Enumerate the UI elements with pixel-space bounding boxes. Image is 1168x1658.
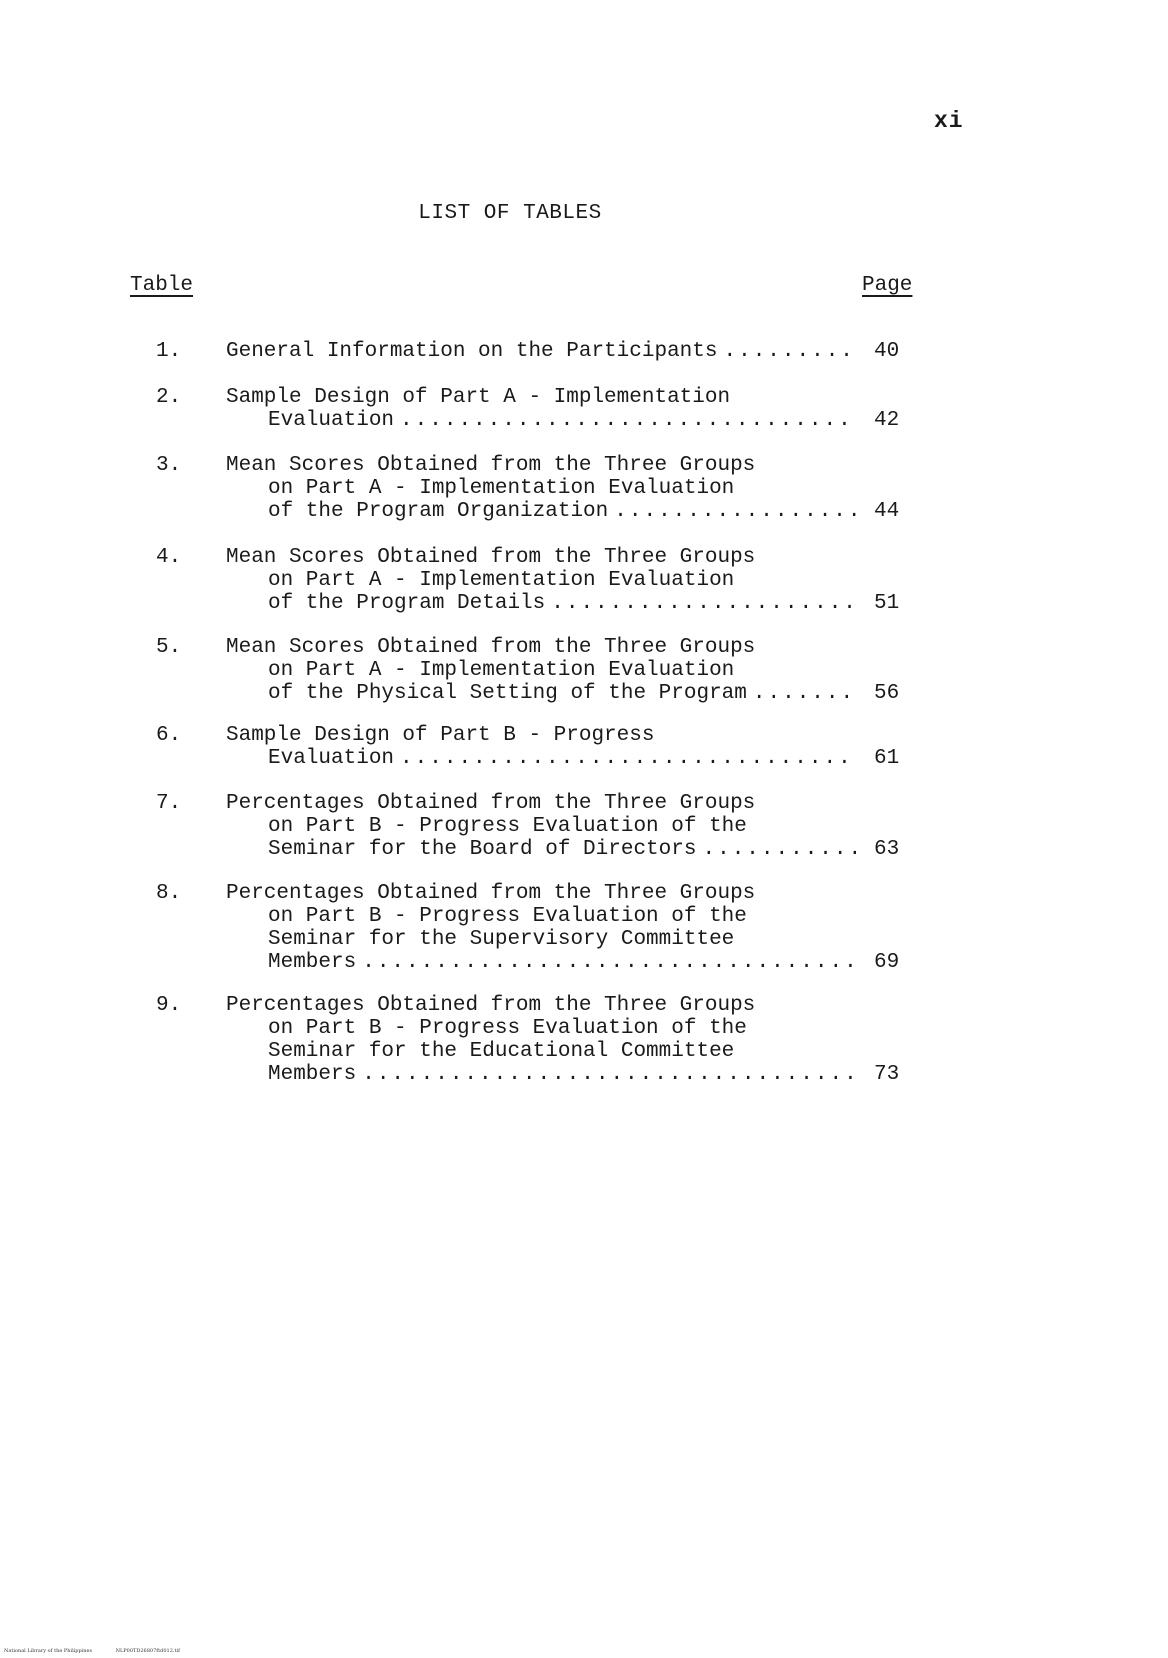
page-ref: 63 xyxy=(874,838,900,861)
page-ref: 56 xyxy=(874,682,900,705)
dot-leader xyxy=(362,951,856,975)
page-ref: 44 xyxy=(874,500,900,523)
table-number: 4. xyxy=(156,546,182,569)
dot-leader xyxy=(614,500,856,524)
table-title-line: Seminar for the Educational Committee xyxy=(268,1040,735,1063)
table-number: 2. xyxy=(156,386,182,409)
table-title-line: Evaluation xyxy=(268,409,395,432)
table-title-line: on Part A - Implementation Evaluation xyxy=(268,659,735,682)
table-title-line: Evaluation xyxy=(268,747,395,770)
page-column-header: Page xyxy=(862,274,913,297)
table-title-line: Sample Design of Part A - Implementation xyxy=(226,386,731,409)
dot-leader xyxy=(702,838,856,862)
page-ref: 40 xyxy=(874,340,900,363)
table-title-line: Seminar for the Supervisory Committee xyxy=(268,928,735,951)
table-title-line: General Information on the Participants xyxy=(226,340,718,363)
page-number: xi xyxy=(934,108,964,134)
table-title-line: on Part B - Progress Evaluation of the xyxy=(268,1017,747,1040)
table-title-line: Percentages Obtained from the Three Groups xyxy=(226,882,756,905)
dot-leader xyxy=(551,592,856,616)
table-title-line: Members xyxy=(268,1063,357,1086)
table-title-line: Percentages Obtained from the Three Groups xyxy=(226,792,756,815)
table-number: 9. xyxy=(156,994,182,1017)
table-title-line: of the Physical Setting of the Program xyxy=(268,682,747,705)
table-title-line: Sample Design of Part B - Progress xyxy=(226,724,655,747)
scan-footer xyxy=(4,1648,202,1654)
table-number: 6. xyxy=(156,724,182,747)
table-number: 7. xyxy=(156,792,182,815)
table-number: 1. xyxy=(156,340,182,363)
table-title-line: Percentages Obtained from the Three Groups xyxy=(226,994,756,1017)
table-number: 5. xyxy=(156,636,182,659)
table-title-line: on Part A - Implementation Evaluation xyxy=(268,569,735,592)
table-title-line: Mean Scores Obtained from the Three Groups xyxy=(226,546,756,569)
table-title-line: of the Program Organization xyxy=(268,500,609,523)
dot-leader xyxy=(362,1063,856,1087)
library-name: National Library of the Philippines xyxy=(4,1648,93,1654)
table-title-line: Members xyxy=(268,951,357,974)
table-column-header: Table xyxy=(130,274,194,297)
page-ref: 51 xyxy=(874,592,900,615)
dot-leader xyxy=(723,340,856,364)
table-title-line: on Part B - Progress Evaluation of the xyxy=(268,815,747,838)
page-ref: 42 xyxy=(874,409,900,432)
table-title-line: Mean Scores Obtained from the Three Groups xyxy=(226,454,756,477)
table-number: 8. xyxy=(156,882,182,905)
page-ref: 73 xyxy=(874,1063,900,1086)
dot-leader xyxy=(400,747,856,771)
page-ref: 69 xyxy=(874,951,900,974)
table-number: 3. xyxy=(156,454,182,477)
page-ref: 61 xyxy=(874,747,900,770)
page-title: LIST OF TABLES xyxy=(418,202,602,225)
dot-leader xyxy=(400,409,856,433)
dot-leader xyxy=(753,682,856,706)
table-title-line: of the Program Details xyxy=(268,592,546,615)
table-title-line: on Part A - Implementation Evaluation xyxy=(268,477,735,500)
table-title-line: Seminar for the Board of Directors xyxy=(268,838,697,861)
table-title-line: Mean Scores Obtained from the Three Groups xyxy=(226,636,756,659)
table-title-line: on Part B - Progress Evaluation of the xyxy=(268,905,747,928)
file-name: NLP00TD26807ftd012.tif xyxy=(115,1648,180,1654)
